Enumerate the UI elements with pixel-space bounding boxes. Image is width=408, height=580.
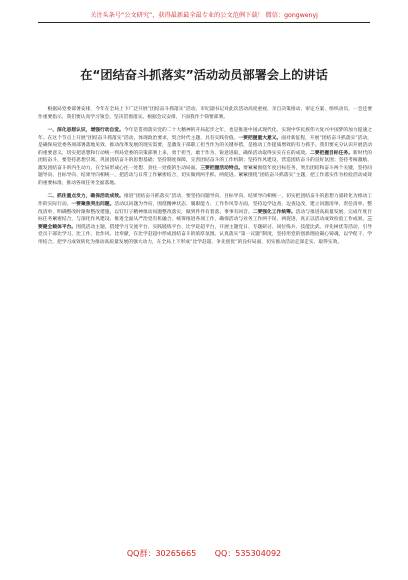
qq-group-text: QQ群：30265665 — [126, 549, 197, 558]
section-2-text-e: 认真落实“第一议题”制度，坚持用党的创新理论凝心铸魂，以学促干、学用结合，把学习成效转化为推动高质量发展的强大动力，在全局上下形成“比学赶超、争先创优”的良好局面，切实推动活动走深走实、取得实效。 — [38, 232, 372, 245]
section-2-point-1: 一要聚焦突出问题。 — [71, 202, 115, 208]
section-1-text-c: 新时代的团结奋斗，要坚持思想引领，巩固团结奋斗的思想基础；坚持制度保障，完善团结奋斗的工作机制；坚持作风建设，营造团结奋斗的良好氛围；坚持考核激励，激发团结奋斗的内生动力，在全局形成心往一处想、劲往一处使的生动局面。 — [38, 150, 372, 171]
section-2-text-c: 活动与推进高质量发展、完成年度目标任务紧密结合，与深化作风建设、推进全面从严治党有机融合，统筹推进各项工作，确保活动与业务工作两不误、两促进，真正以活动成效检验工作成果。 — [38, 209, 372, 223]
section-1-point-1: 一要把握重大意义。 — [238, 135, 282, 141]
section-1-paragraph — [38, 127, 372, 187]
document-title: 在“团结奋斗抓落实”活动动员部署会上的讲话 — [80, 68, 328, 82]
promo-banner[interactable]: 关注头条号“公文研究”，获得最新最全最专业的公文范例下载！ 微信：gongwenyj — [90, 12, 318, 19]
section-1-text-d: 要紧紧围绕年度目标任务，突出团结和奋斗两个关键，坚持问题导向、目标导向、结果导向相统一，把活动与日常工作紧密结合，切实做到两手抓、两促进。紧紧围绕“团结奋斗抓落实”主题，把工作落实作为检验活动成效的重要标准，推动各项任务全面落地。 — [38, 165, 372, 186]
section-2-heading: 二、抓住重点发力，确保活动成效。 — [47, 194, 124, 200]
section-1-point-3: 三要把握活动特点。 — [200, 165, 244, 171]
section-2-text-d: 围绕活动主题，搭建学习交流平台、实践锻炼平台、比学赶超平台，开展主题党日、专题研讨、岗位练兵、技能比武、评先树优等活动，引导党员干部比学习、比工作、比作风、比奉献，在比学赶超中形成团结奋斗的浓厚氛围。 — [38, 224, 372, 238]
section-1-text-a: 今年是贯彻落实党的二十大精神的开局起步之年，也是推进中国式现代化、实现中华民族伟大复兴中国梦的加力提速之年。在这个节点上开展“团结奋斗抓落实”活动，体现政治要求，契合时代主题，具有实践价值。 — [38, 128, 372, 141]
section-2-text-b: 活动以问题为导向，围绕精神状态、履职能力、工作作风等方面，坚持边学边查、边查边改，建立问题清单、责任清单、整改清单，明确整改时限和整改措施，以钉钉子精神推动问题整改落实，做到件件有着落、事事有回音。 — [38, 202, 372, 215]
section-1-heading: 一、深化思想认识，增强行动自觉。 — [47, 128, 124, 134]
section-2-paragraph — [38, 193, 372, 246]
header-divider — [38, 22, 370, 23]
section-2-point-2: 二要强化工作统筹。 — [252, 209, 296, 215]
document-body — [38, 106, 372, 246]
intro-paragraph: 根据局党委部署安排，今年在全局上下广泛开展“团结奋斗抓落实”活动。市纪副书记对此次活动高度重视，亲自决策推动、审定方案、组织动员，一会还要作重要指示，我们要认真学习领会，坚决贯彻落实。根据会议安排，下面我作个简要部署。 — [38, 107, 372, 120]
section-2-text-a: 推进“团结奋斗抓落实”活动，要坚持问题导向、目标导向、结果导向相统一，切实把团结奋斗的思想力量转化为推动工作的实际行动。 — [38, 194, 372, 208]
qq-text: QQ：535304092 — [214, 549, 282, 558]
section-1-text-b: 面对新征程，开展“团结奋斗抓落实”活动，是确保局党委各项部署落地见效、推动改革发展的现实需要，是激发干部职工担当作为的关键举措，是推动工作提质增效的有力抓手。我们要充分认识开展活动的重要意义，切实把思想和行动统一到局党委的决策部署上来，勇于担当、敢于作为、锐意进取，确保活动取得实实在在的成效。 — [38, 135, 372, 156]
section-2-point-3: 三要健全载体平台。 — [38, 217, 372, 230]
section-1-point-2: 二要把握目标任务。 — [309, 150, 353, 156]
contact-footer — [0, 548, 408, 559]
